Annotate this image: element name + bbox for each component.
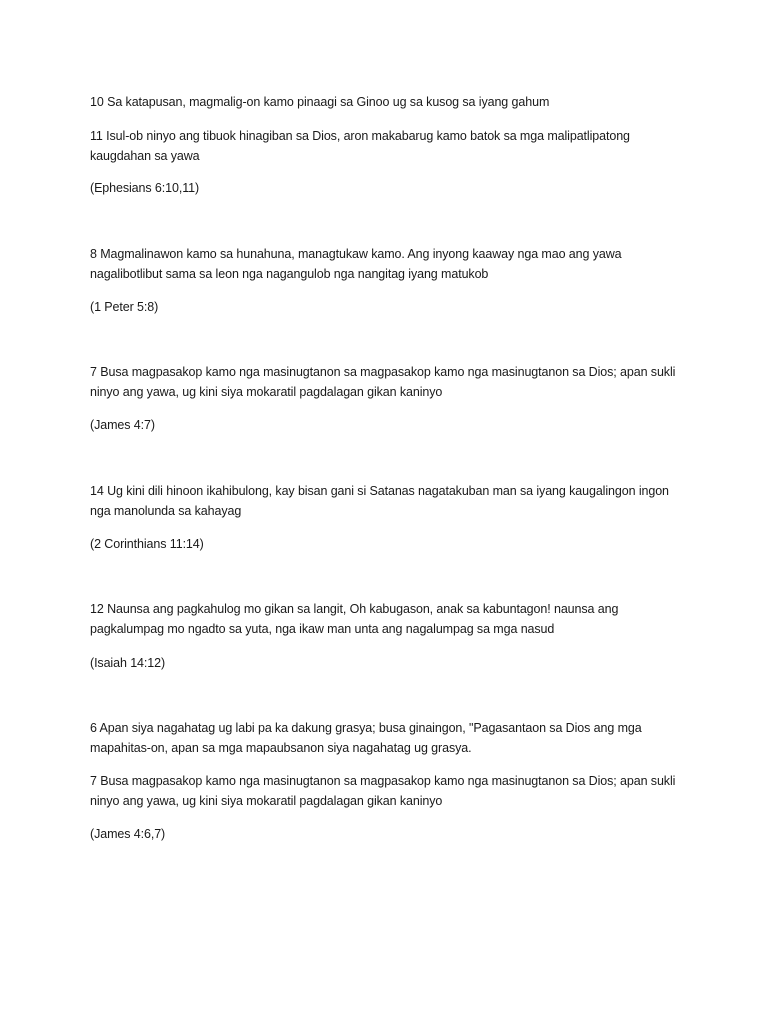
verse-2-corinthians-11-14: 14 Ug kini dili hinoon ikahibulong, kay bisan gani si Satanas nagatakuban man sa iyang kaugalingon ingon nga manolunda sa kahayag [90,484,669,518]
reference-james-4-6-7: (James 4:6,7) [90,827,166,841]
reference-james-4-7: (James 4:7) [90,418,155,432]
reference-isaiah: (Isaiah 14:12) [90,656,166,670]
verse-james-4-7: 7 Busa magpasakop kamo nga masinugtanon sa magpasakop kamo nga masinugtanon sa Dios; apan sukli ninyo ang yawa, ug kini siya mokaratil pagdalagan gikan kaninyo [90,365,676,399]
reference-ephesians: (Ephesians 6:10,11) [90,181,200,195]
reference-2-corinthians: (2 Corinthians 11:14) [90,537,204,551]
verse-ephesians-6-10: 10 Sa katapusan, magmalig-on kamo pinaagi sa Ginoo ug sa kusog sa iyang gahum [90,95,550,109]
verse-ephesians-6-11: 11 Isul-ob ninyo ang tibuok hinagiban sa Dios, aron makabarug kamo batok sa mga malipatlipatong kaugdahan sa yawa [90,129,630,163]
verse-james-4-7-repeat: 7 Busa magpasakop kamo nga masinugtanon sa magpasakop kamo nga masinugtanon sa Dios; apan sukli ninyo ang yawa, ug kini siya mokaratil pagdalagan gikan kaninyo [90,774,676,808]
verse-1-peter-5-8: 8 Magmalinawon kamo sa hunahuna, managtukaw kamo. Ang inyong kaaway nga mao ang yawa nagalibotlibut sama sa leon nga nagangulob nga nangitag iyang matukob [90,247,622,281]
reference-1-peter: (1 Peter 5:8) [90,300,159,314]
verse-isaiah-14-12: 12 Naunsa ang pagkahulog mo gikan sa langit, Oh kabugason, anak sa kabuntagon! naunsa ang pagkalumpag mo ngadto sa yuta, nga ikaw man unta ang nagalumpag sa mga nasud [90,602,619,636]
verse-james-4-6: 6 Apan siya nagahatag ug labi pa ka dakung grasya; busa ginaingon, "Pagasantaon sa Dios ang mga mapahitas-on, apan sa mga mapaubsanon siya nagahatag ug grasya. [90,721,642,755]
